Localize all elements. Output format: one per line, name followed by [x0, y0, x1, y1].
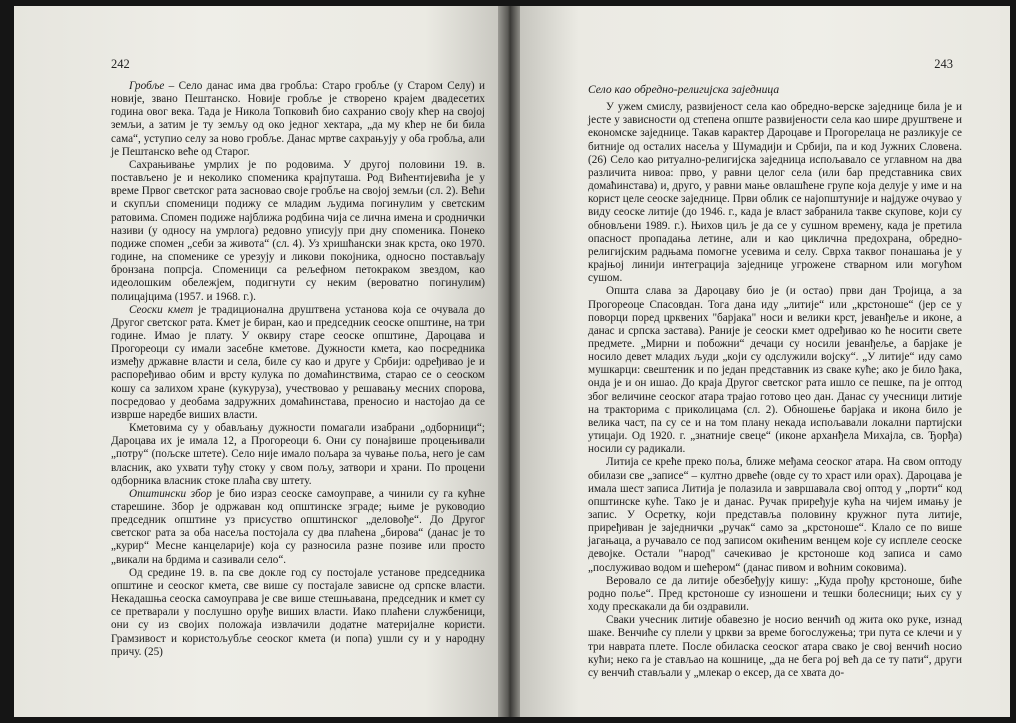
paragraph-body: је био израз сеоске самоуправе, а чинили су га кућне старешине. Збор је одржаван код општинске зграде; њиме је руководио председник општине уз присуство општинског „деловође“. До Другог светског рата за оба насеља постојала су два плаћена „бирова“ (данас је то „курир“ Месне канцеларије) која су разносила разне позиве или просто „викали на брдима и сазивали село“.: [111, 487, 486, 566]
paragraph-opsta-slava: [588, 285, 962, 456]
section-heading: Село као обредно-религијска заједница: [588, 83, 780, 96]
paragraph-body: У ужем смислу, развијеност села као обредно-верске заједнице била је и јесте у зависности од степена опште развијености села као шире друштвене и економске заједнице. Такав карактер Дароцаве и Прогорелаца не разликује се битније од осталих насеља у Шумадији и Србији, па и код Јужних Словена. (26) Село као ритуално-религијска заједница испољавало се углавном на два различита нивоа: прво, у равни целог села (или бар представника свих домаћинстава) и, друго, у равни мање овлашћене групе која делује у име и на корист целе сеоске заједнице. Први облик се најопштуније и најдуже очувао у виду сеоске литије (до 1946. г., када је власт забранила такве скупове, који су обновљени 1989. г.). Њихов циљ је да се у сушном времену, када је претила опасност пропадања летине, али и као циклична предохрана, обредно-религијским радњама помогне усевима и селу. Сврха таквог понашања је у крајњој линији интеграција заједнице угрожене стварном или могућом сушом.: [588, 101, 962, 285]
page-number-right: 243: [934, 57, 953, 71]
paragraph-body: је традиционална друштвена установа која се очувала до Другог светског рата. Кмет је биран, као и председник сеоске општине, на три године. Имао је плату. У оквиру старе сеоске општине, Дароцава и Прогореоци су имали засебне кметове. Дужности кмета, као посредника између државне власти и села, биле су као и друге у Србији: одређивао је и распоређивао обим и врсту кулука по домаћинствима, старао се о сеоском кошу са залихом хране (кукуруза), учествовао у решавању месних спорова, посредовао у деобама задружних домаћинстава, преносио и настојао да се изврше наредбе виших власти.: [111, 303, 485, 421]
page-number-left: 242: [111, 57, 130, 71]
paragraph-lead: Сеоски кмет: [129, 303, 194, 316]
paragraph-body: Литија се креће преко поља, ближе међама сеоског атара. На свом оптоду обилази све „записе“ – култно дрвеће (овде су то храст или орах). Дароцава је имала шест записа Литија је полазила и завршавала свој оптод у „порти“ код општинске куће. Тако је и данас. Ручак приређује кућа на чијем имању је запис. У Осретку, који представља половину кружног пута литије, приређиван је заједнички „ручак“ само за „крстоноше“. Клало се по више јагањаца, а ручавало се под записом окићеним венцем које су исплеле сеоске девојке. Остали "народ" сачекивао је крстоноше код записа и само „послуживао водом и шећером“ (данас пивом и воћним соковима).: [588, 456, 962, 574]
paragraph-kmetovi: [111, 422, 485, 488]
paragraph-lead: Гробље: [129, 80, 165, 92]
left-page-text: [111, 80, 485, 659]
right-page: [520, 6, 1010, 717]
paragraph-body: – Село данас има два гробља: Старо гробље (у Старом Селу) и новије, звано Пештанско. Новије гробље је створено крајем двадесетих година овог века. Тада је Никола Топковић био сахранио своју кћер на својој земљи, а затим је ту земљу од око једног хектара, „да му кћер не би била сама“, уступио селу за ново гробље. Данас мртве сахрањују у оба гробља, али је Пештанско веће од Старог.: [111, 80, 485, 158]
paragraph-body: Кметовима су у обављању дужности помагали изабрани „одборници“; Дароцава их је имала 12, а Прогореоци 6. Они су понајвише процењивали „потру“ (пољске штете). Село није имало пољара за чување поља, него је сам власник, ако ухвати туђу стоку у свом пољу, затвори и храни. По процени одборника власник стоке плаћа сву штету.: [111, 422, 485, 487]
paragraph-body: Сахрањивање умрлих је по родовима. У другој половини 19. в. постављено је и неколико споменика крајпуташа. Род Вићентијевића је у време Првог светског рата засновао своје гробље на својој земљи (сл. 2). Већи и скупљи споменици подижу се младим људима погинулим у светским ратовима. Спомен подиже најближа родбина чија се лична имена и сроднички називи (у односу на умрлога) редовно уписују при дну споменика. Понеко подиже спомен „себи за живота“ (сл. 4). Уз хришћански знак крста, око 1970. године, на споменике се урезују и ликови покојника, односно постављају бронзана попрсја. Споменици са рељефном петокраком звездом, као идеолошким обележјем, подигнути су неким (вероватно погинулим) полицајцима (1957. и 1968. г.).: [111, 158, 485, 303]
left-page: [14, 6, 498, 717]
right-page-text: [588, 80, 962, 680]
paragraph-body: Веровало се да литије обезбеђују кишу: „Куда прођу крстоноше, биће родно поље“. Пред крстоноше су изношени и тешки болесници; њих су у ходу прескакали да би оздравили.: [588, 574, 962, 614]
paragraph-uzi-smisao: [588, 101, 962, 285]
paragraph-seoski-kmet: [111, 304, 485, 422]
paragraph-lead: Општински збор: [129, 487, 212, 500]
paragraph-opstinski-zbor: [111, 488, 485, 567]
paragraph-grobje: [111, 80, 485, 159]
paragraph-vencic: [588, 614, 962, 680]
book-gutter: [498, 6, 520, 717]
paragraph-body: Од средине 19. в. па све докле год су постојале установе председника општине и сеоског кмета, све више су постајале зависне од српске власти. Некадашња сеоска самоуправа је све више стешњавана, председник и кмет су се претварали у послушно оруђе виших власти. Иако плаћени службеници, они су из својих положаја извлачили додатне материјалне користи. Грамзивост и користољубље сеоског кмета (и попа) ушли су и у народну причу. (25): [111, 566, 485, 658]
paragraph-body: Општа слава за Дароцаву био је (и остао) први дан Тројица, а за Прогореоце Спасовдан. Тога дана иду „литије“ или „крстоноше“ (јер се у поворци поред црквених "барјака" носи и велики крст, јеванђеље и иконе, а данас и српска застава). Раније је сеоски кмет одређивао ко ће носити свете предмете. „Мирни и побожни“ дечаци су носили јеванђеље, а барјаке је носило девет младих људи „који су одслужили војску“. „У литије“ иду само мушкарци: свештеник и по један представник из сваке куће; ако је било ђака, онда је и он ишао. До краја Другог светског рата ишло се пешке, па је оптод због величине сеоског атара трајао готово цео дан. Данас су учесници литије на тракторима с приколицама (сл. 2). Обношење барјака и икона било је велика част, па су се и на том плану некада испољавали локални партијски утицаји. Од 1920. г. „знатније свеце“ (иконе арханђела Михајла, св. Ђорђа) носили су радикали.: [588, 285, 962, 456]
paragraph-body: Сваки учесник литије обавезно је носио венчић од жита око руке, изнад шаке. Венчиће су плели у цркви за време богослужења; три пута се клечи и у три наврата плете. После обиласка сеоског атара свако је свој венчић носио кући; неко га је стављао на кошнице, „да не бега рој већ да се ту пати“, други су венчић стављали у „млекар о ексер, да се хвата до-: [588, 614, 962, 679]
paragraph-kisa: [588, 575, 962, 614]
paragraph-samouprava: [111, 567, 485, 659]
paragraph-litija-krece: [588, 456, 962, 574]
paragraph-sahranjivanje: [111, 159, 485, 304]
